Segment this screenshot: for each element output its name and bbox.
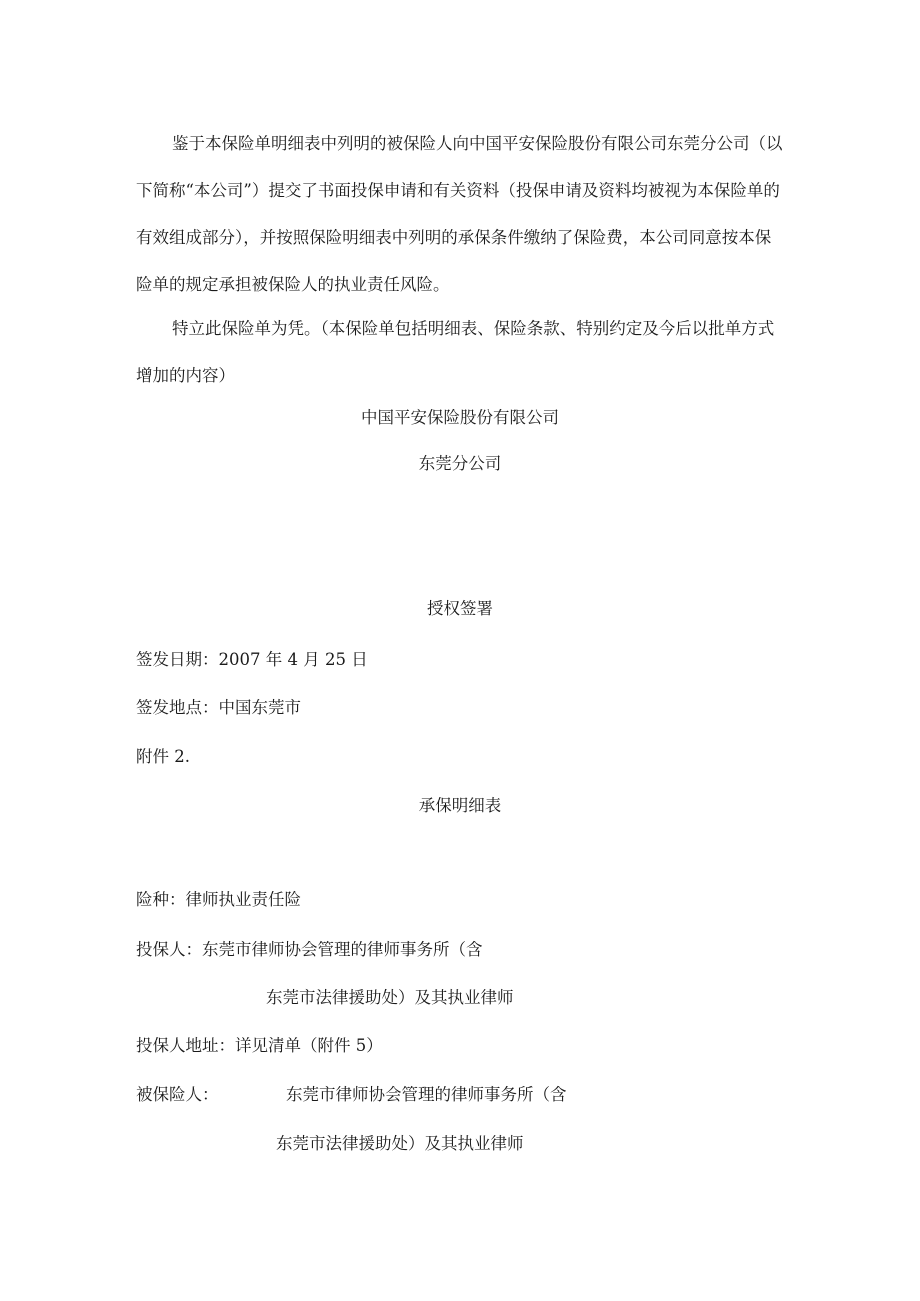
- certification-paragraph-text: 特立此保险单为凭。（本保险单包括明细表、保险条款、特别约定及今后以批单方式增加的内容）: [136, 319, 775, 385]
- policyholder-line-2: 东莞市法律援助处）及其执业律师: [266, 988, 514, 1007]
- insured-line-2: 东莞市法律援助处）及其执业律师: [276, 1134, 524, 1153]
- certification-paragraph: [136, 305, 786, 399]
- branch-name: 东莞分公司: [418, 454, 502, 473]
- intro-paragraph: [136, 120, 786, 308]
- insurance-type: 险种：律师执业责任险: [136, 890, 301, 909]
- policyholder-address: 投保人地址：详见清单（附件 5）: [136, 1036, 383, 1055]
- authorized-signature-label: 授权签署: [427, 599, 493, 618]
- insured-line-1: 东莞市律师协会管理的律师事务所（含: [286, 1085, 567, 1104]
- company-name: 中国平安保险股份有限公司: [361, 408, 559, 427]
- intro-paragraph-text: 鉴于本保险单明细表中列明的被保险人向中国平安保险股份有限公司东莞分公司（以下简称“本公司”）提交了书面投保申请和有关资料（投保申请及资料均被视为本保险单的有效组成部分），并按照保险明细表中列明的承保条件缴纳了保险费，本公司同意按本保险单的规定承担被保险人的执业责任风险。: [136, 134, 783, 294]
- schedule-title: 承保明细表: [418, 796, 502, 815]
- policyholder-line-1: 投保人：东莞市律师协会管理的律师事务所（含: [136, 940, 483, 959]
- issue-date: 签发日期：2007 年 4 月 25 日: [136, 650, 368, 669]
- insured-label: 被保险人：: [136, 1085, 219, 1104]
- issue-place: 签发地点：中国东莞市: [136, 698, 301, 717]
- attachment-label: 附件 2.: [136, 747, 190, 766]
